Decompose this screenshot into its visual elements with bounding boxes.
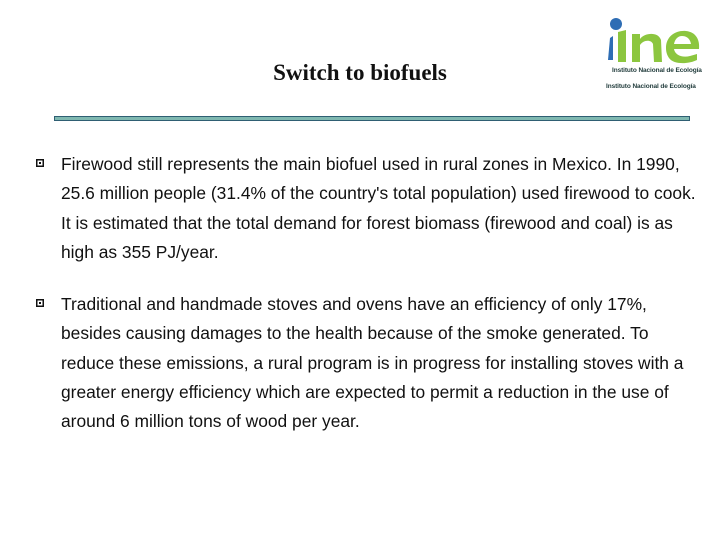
square-bullet-icon (36, 299, 44, 307)
bullet-item (36, 290, 706, 436)
ine-logo-mark (604, 12, 704, 68)
bullet-text: Firewood still represents the main biofuel used in rural zones in Mexico. In 1990, 25.6 million people (31.4% of the country's total population) used firewood to cook. It is estimated that the total demand for forest biomass (firewood and coal) is as high as 355 PJ/year. (61, 154, 696, 262)
square-bullet-icon (36, 159, 44, 167)
slide-title: Switch to biofuels (273, 60, 447, 85)
bullet-list (36, 150, 706, 460)
logo-caption-top: Instituto Nacional de Ecología (612, 67, 702, 74)
ine-logo (600, 10, 710, 92)
logo-caption-bottom: Instituto Nacional de Ecología (606, 83, 696, 90)
bullet-item (36, 150, 706, 267)
bullet-text: Traditional and handmade stoves and ovens have an efficiency of only 17%, besides causing damages to the health because of the smoke generated. To reduce these emissions, a rural program is in progress for installing stoves with a greater energy efficiency which are expected to permit a reduction in the use of around 6 million tons of wood per year. (61, 294, 684, 432)
title-divider (54, 116, 690, 121)
